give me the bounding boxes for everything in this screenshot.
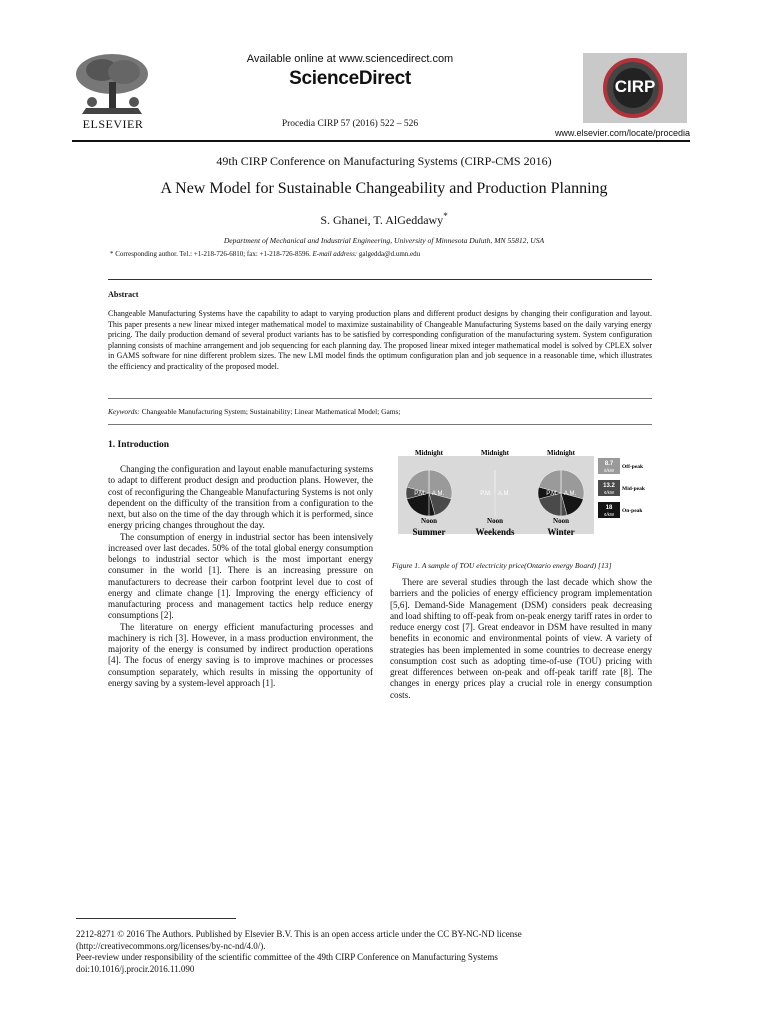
legend-unit: ¢/kW [603,468,615,473]
journal-url: www.elsevier.com/locate/procedia [554,128,690,138]
footer-doi[interactable]: doi:10.1016/j.procir.2016.11.090 [76,963,195,974]
intro-paragraph: There are several studies through the last decade which show the barriers and the policies of energy efficiency program implementation [5,6]. Demand-Side Management (DSM) considers peak decreasing and load shifting to off-peak from on-peak energy tariff rates in order to reduce energy cost [7]. Great endeavor in DSM have resulted in many benefits in economic and environmental points of view. A variety of strategies has been implemented in some countries to decrease energy consumption cost such as adopting time-of-use (TOU) pricing with great differences between on-peak and off-peak tariff rate [8]. The changes in energy prices play a crucial role in energy consumption costs. [390,577,652,700]
legend-price: 18 [605,505,613,511]
clock-am-label: A.M. [563,491,577,497]
tou-price-figure [396,446,652,558]
footer [76,929,676,975]
elsevier-tree-logo [72,52,152,118]
cirp-logo-text: CIRP [614,77,656,96]
paper-title: A New Model for Sustainable Changeability and Production Planning [160,180,608,197]
clock-pm-label: P.M. [414,491,426,497]
abstract-bottom-rule [108,398,652,399]
clock-pm-label: P.M. [480,491,492,497]
intro-paragraph: The consumption of energy in industrial sector has been intensively increased over last decades. 50% of the total global energy consumption belongs to industrial sector which is the most important energy consumer in the world [1]. There is an increasing pressure on manufacturers to decrease their carbon footprint level due to cost of energy and climate change [1]. Improving the energy efficiency of manufacturing process and management tactics help reduce energy consumptions [2]. [108,531,373,621]
keywords-text: Changeable Manufacturing System; Sustainability; Linear Mathematical Model; Gams; [141,407,401,416]
affiliation: Department of Mechanical and Industrial Engineering, University of Minnesota Duluth, MN 55812, USA [223,236,545,245]
abstract-top-rule [108,279,652,280]
intro-paragraph: Changing the configuration and layout enable manufacturing systems to adapt to different product design and production plans. However, the cost of reconfiguring the Changeable Manufacturing Systems is not only dependent on the difficulty of the transition from a configuration to the next, but also on the time of the day through which it is performed, since energy pricing changes throughout the day. [108,464,373,531]
footer-license-link[interactable]: (http://creativecommons.org/licenses/by-nc-nd/4.0/). [76,940,266,951]
footer-license: 2212-8271 © 2016 The Authors. Published by Elsevier B.V. This is an open access article under the CC BY-NC-ND license [76,929,522,939]
clock-noon-label: Noon [487,517,503,525]
clock-midnight-label: Midnight [480,449,510,457]
cirp-logo [583,53,687,123]
legend-price: 8.7 [604,461,614,467]
intro-paragraph: The literature on energy efficient manufacturing processes and machinery is rich [3]. However, in a mass production environment, the majority of the energy is consumed by indirect production operations [4]. The focus of energy saving is to improve machines or processes consumption separately, which results in missing the opportunity of energy saving by a system-level approach [1]. [108,621,373,688]
clock-am-label: A.M. [431,491,445,497]
keywords-label: Keywords: [108,407,140,416]
legend-name: Mid-peak [622,486,645,492]
legend-unit: ¢/kW [603,512,615,517]
figure-1 [396,446,652,558]
publisher-name: ELSEVIER [82,117,144,131]
legend-name: On-peak [622,508,643,514]
conference-name: 49th CIRP Conference on Manufacturing Systems (CIRP-CMS 2016) [216,154,552,168]
legend-price: 13.2 [603,483,615,489]
author-names: S. Ghanei, T. AlGeddawy [320,213,444,227]
season-label: Winter [547,527,575,537]
footer-rule [76,918,236,919]
clock-noon-label: Noon [421,517,437,525]
clock-midnight-label: Midnight [414,449,444,457]
figure-caption: Figure 1. A sample of TOU electricity price(Ontario energy Board) [13] [392,561,612,570]
intro-left-column [108,464,373,689]
abstract-heading: Abstract [108,290,139,299]
author-mark: * [443,211,448,221]
season-label: Weekends [475,527,515,537]
intro-right-column [390,577,652,701]
sciencedirect-logo: ScienceDirect [289,68,411,89]
email-label: E-mail address: [312,250,358,258]
legend-name: Off-peak [622,464,644,470]
footer-peer-review: Peer-review under responsibility of the scientific committee of the 49th CIRP Conference on Manufacturing Systems [76,952,498,963]
corresponding-author [110,250,670,258]
available-online: Available online at www.sciencedirect.com [246,53,454,65]
keywords [108,407,652,416]
corresponding-text: * Corresponding author. Tel.: +1-218-726-6810; fax: +1-218-726-8596. [110,250,311,258]
intro-heading: 1. Introduction [108,440,170,450]
keywords-rule [108,424,652,425]
legend-unit: ¢/kW [603,490,615,495]
clock-midnight-label: Midnight [546,449,576,457]
clock-am-label: A.M. [497,491,511,497]
authors [100,211,668,228]
abstract-text: Changeable Manufacturing Systems have the capability to adapt to varying production plans and different product designs by changing their configuration and layout. This paper presents a new linear mixed integer mathematical model to maximize sustainability of Changeable Manufacturing Systems based on the daily varying energy pricing. The daily production demand of several product variants has to be satisfied by corresponding configuration of the manufacturing system. System configuration planning consists of machine arrangement and job sequencing for each planning day. The proposed linear mixed integer mathematical model is solved by CPLEX solver in GAMS software for nine different problem sizes. The new LMI model finds the optimum configuration plan and job sequence in a reasonable time, which illustrates the efficiency and practicality of the proposed model. [108,309,652,371]
journal-reference: Procedia CIRP 57 (2016) 522 – 526 [281,119,419,129]
email-address[interactable]: galgedda@d.umn.edu [358,250,421,258]
clock-noon-label: Noon [553,517,569,525]
header-rule [72,140,690,142]
clock-pm-label: P.M. [546,491,558,497]
season-label: Summer [412,527,446,537]
